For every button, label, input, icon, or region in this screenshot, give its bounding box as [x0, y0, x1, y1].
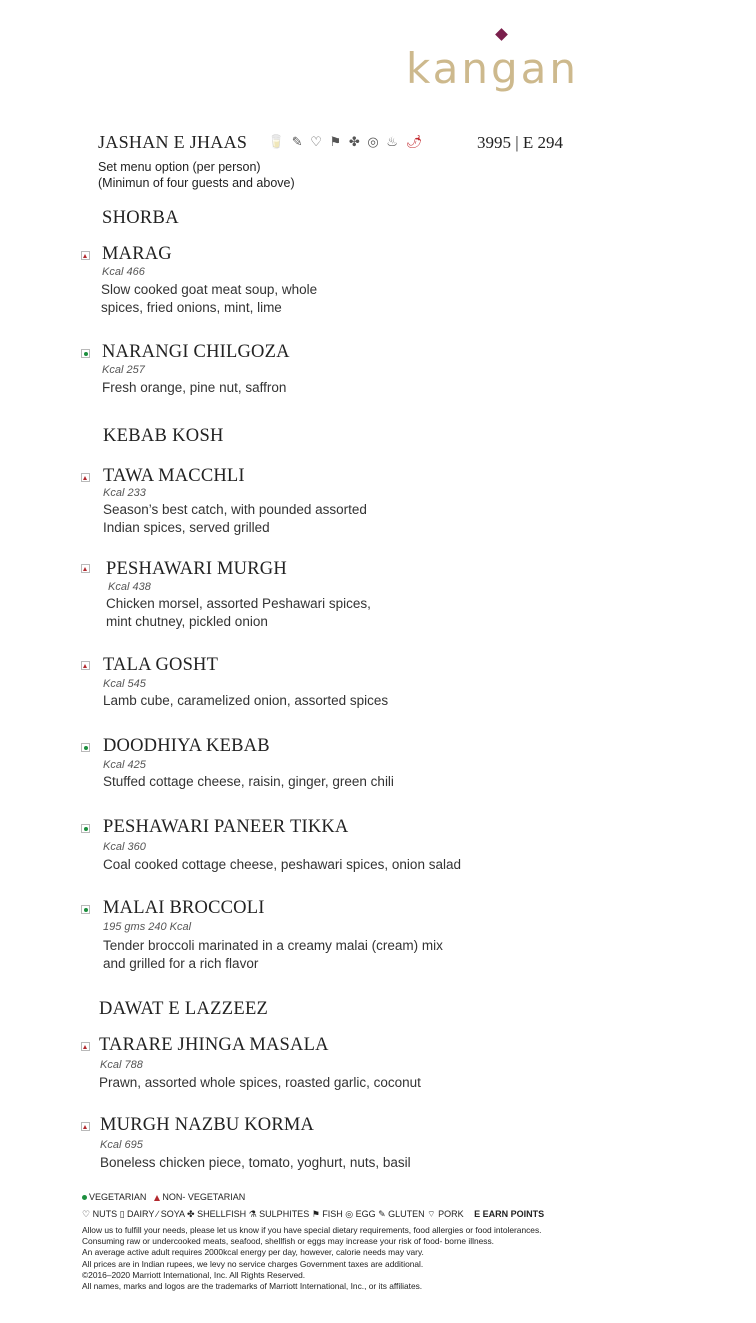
dish-description-line2: Indian spices, served grilled — [103, 520, 270, 535]
disclaimer-line: An average active adult requires 2000kcal energy per day, however, calorie needs may vary. — [82, 1247, 424, 1258]
allergen-icons-group: 🥛 ✎ ♡ ⚑ ✤ ◎ ♨ — [268, 134, 400, 149]
dish-name: TAWA MACCHLI — [103, 466, 245, 486]
section-heading-kebab-kosh: KEBAB KOSH — [103, 426, 224, 446]
dish-description: Fresh orange, pine nut, saffron — [102, 380, 287, 395]
non-veg-icon — [81, 661, 90, 670]
dish-description-line1: Chicken morsel, assorted Peshawari spices, — [106, 596, 371, 611]
non-veg-icon — [81, 473, 90, 482]
dish-description — [101, 281, 317, 317]
disclaimer-block — [82, 1225, 541, 1292]
non-veg-legend-label: NON- VEGETARIAN — [162, 1192, 246, 1202]
copyright-line: ©2016–2020 Marriott International, Inc. All Rights Reserved. — [82, 1269, 306, 1280]
dish-kcal: Kcal 438 — [108, 581, 151, 593]
dish-name: DOODHIYA KEBAB — [103, 736, 270, 756]
non-veg-icon — [81, 564, 90, 573]
dish-kcal: Kcal 545 — [103, 678, 146, 690]
dish-kcal: Kcal 788 — [100, 1059, 143, 1071]
dish-name: TARARE JHINGA MASALA — [99, 1035, 329, 1055]
set-menu-note — [98, 159, 295, 191]
dish-kcal: Kcal 695 — [100, 1139, 143, 1151]
logo-diamond-icon — [495, 28, 508, 41]
menu-price: 3995 | E 294 — [477, 133, 564, 152]
dish-description: Lamb cube, caramelized onion, assorted spices — [103, 693, 389, 708]
set-menu-note-line2: (Minimun of four guests and above) — [98, 176, 295, 190]
disclaimer-line: Allow us to fulfill your needs, please let us know if you have special dietary requirements, food allergies or food intolerances. — [82, 1225, 542, 1235]
chili-icon: 🌶 — [405, 134, 425, 149]
non-veg-legend-icon — [154, 1195, 160, 1201]
dish-description: Stuffed cottage cheese, raisin, ginger, green chili — [103, 774, 394, 789]
dish-name: MALAI BROCCOLI — [103, 898, 265, 918]
allergen-legend-items: ♡ NUTS ▯ DAIRY ∕ SOYA ✤ SHELLFISH ⚗ SULPHITES ⚑ FISH ◎ EGG ✎ GLUTEN ⌔ PORK — [82, 1209, 464, 1219]
dish-kcal: Kcal 425 — [103, 759, 146, 771]
dish-description-line1: Tender broccoli marinated in a creamy malai (cream) mix — [103, 938, 443, 953]
veg-legend-icon — [82, 1195, 87, 1200]
earn-points-label: E EARN POINTS — [474, 1209, 545, 1219]
disclaimer-line: Consuming raw or undercooked meats, seafood, shellfish or eggs may increase your risk of food- borne illness. — [82, 1236, 494, 1247]
brand-logo — [406, 28, 579, 112]
dish-description: Prawn, assorted whole spices, roasted garlic, coconut — [99, 1075, 421, 1090]
set-menu-note-line1: Set menu option (per person) — [98, 160, 261, 174]
dish-description — [106, 595, 371, 631]
dish-name: PESHAWARI MURGH — [106, 559, 287, 579]
allergen-icons — [268, 134, 424, 150]
dish-name: PESHAWARI PANEER TIKKA — [103, 817, 349, 837]
veg-legend-label: VEGETARIAN — [89, 1192, 147, 1202]
dish-name: MARAG — [102, 244, 172, 264]
dish-kcal: Kcal 257 — [102, 364, 145, 376]
dish-description — [103, 937, 443, 973]
dish-description-line1: Slow cooked goat meat soup, whole — [101, 282, 318, 297]
dish-description-line1: Season’s best catch, with pounded assorted — [103, 502, 367, 517]
dish-name: TALA GOSHT — [103, 655, 219, 675]
non-veg-icon — [81, 1042, 90, 1051]
dish-description-line2: and grilled for a rich flavor — [103, 956, 259, 971]
veg-icon — [81, 824, 90, 833]
trademark-line: All names, marks and logos are the trademarks of Marriott International, Inc., or its affiliates. — [82, 1281, 423, 1292]
dish-kcal: Kcal 233 — [103, 487, 146, 499]
dish-description: Coal cooked cottage cheese, peshawari spices, onion salad — [103, 857, 461, 872]
dish-name: MURGH NAZBU KORMA — [100, 1115, 315, 1135]
dish-kcal: 195 gms 240 Kcal — [103, 921, 192, 933]
veg-icon — [81, 743, 90, 752]
section-heading-shorba: SHORBA — [102, 208, 179, 228]
allergen-legend — [82, 1209, 544, 1220]
dish-description-line2: mint chutney, pickled onion — [106, 614, 268, 629]
diet-legend — [82, 1192, 245, 1202]
dish-description: Boneless chicken piece, tomato, yoghurt, nuts, basil — [100, 1155, 411, 1170]
menu-title: JASHAN E JHAAS — [98, 132, 248, 152]
veg-icon — [81, 349, 90, 358]
logo-text: kangan — [406, 44, 579, 93]
dish-description-line2: spices, fried onions, mint, lime — [101, 300, 282, 315]
non-veg-icon — [81, 251, 90, 260]
section-heading-dawat-e-lazzeez: DAWAT E LAZZEEZ — [99, 999, 269, 1019]
non-veg-icon — [81, 1122, 90, 1131]
dish-kcal: Kcal 360 — [103, 841, 146, 853]
disclaimer-line: All prices are in Indian rupees, we levy no service charges Government taxes are additional. — [82, 1258, 424, 1269]
veg-icon — [81, 905, 90, 914]
dish-kcal: Kcal 466 — [102, 266, 145, 278]
dish-description — [103, 501, 367, 537]
dish-name: NARANGI CHILGOZA — [102, 342, 290, 362]
